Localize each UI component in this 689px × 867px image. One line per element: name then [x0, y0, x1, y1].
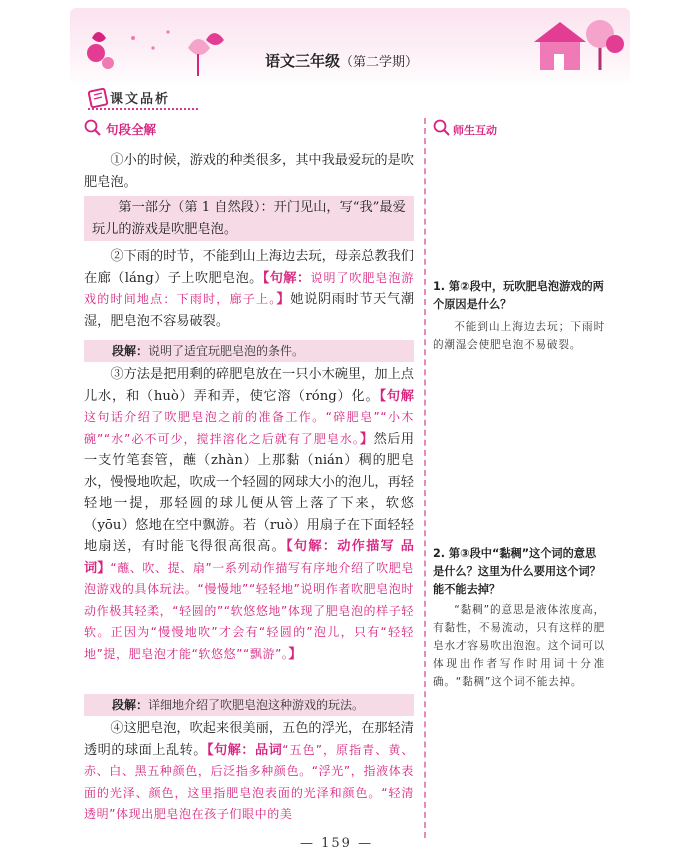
section-tag-label: 课文品析 [110, 92, 171, 107]
column-divider [424, 118, 426, 838]
sentence-note: 这句话介绍了吹肥皂泡之前的准备工作。“碎肥皂”“小木碗”“水”必不可少，搅拌溶化之后就有了肥皂水。 [84, 410, 414, 446]
paragraph-summary-label: 段解： [112, 344, 149, 358]
question-2: 2. 第③段中“黏稠”这个词的意思是什么？这里为什么要用这个词？能不能去掉？ [433, 547, 601, 596]
page-number: — 159 — [300, 836, 374, 851]
paragraph-summary-2 [84, 340, 414, 362]
sentence-note: “蘸、吹、提、扇”一系列动作描写有序地介绍了吹肥皂泡游戏的具体玩法。“慢慢地”“轻轻地”说明作者吹肥皂泡时动作极其轻柔，“轻圆的”“软悠悠地”体现了肥皂泡的样子轻软。正因为“慢慢地吹”才会有“轻圆的”泡儿，只有“轻轻地”提，肥皂泡才能“软悠悠”“飘游”。 [84, 560, 414, 661]
paragraph-3-text-b: 然后用一支竹笔套管，蘸（zhàn）上那黏（nián）稠的肥皂水，慢慢地吹起，吹成一个轻圆的网球大小的泡儿，再轻轻地一提，那轻圆的球儿便从管上落了下来，软悠（yōu）悠地在空中飘游。若（ruò）用扇子在下面轻轻地扇送，有时能飞得很高很高。 [84, 431, 415, 554]
sentence-note-head: 【句解 [379, 388, 414, 404]
paragraph-4-text-a: ④这肥皂泡，吹起来很美丽，五色的浮光，在那轻清透明的球面上乱转。 [84, 721, 414, 758]
sentence-note-tail: 】 [288, 646, 302, 662]
paragraph-summary-text: 说明了适宜玩肥皂泡的条件。 [148, 344, 305, 358]
section-tag-underline [88, 108, 198, 110]
paragraph-summary-label: 段解： [112, 698, 149, 712]
book-subtitle: （第二学期） [340, 55, 419, 70]
paragraph-summary-text: 详细地介绍了吹肥皂泡这种游戏的玩法。 [148, 698, 365, 712]
answer-1: 不能到山上海边去玩；下雨时的潮湿会使肥皂泡不易破裂。 [433, 321, 605, 351]
book-title: 语文三年级 [265, 52, 341, 70]
sentence-note: 说明了吹肥皂泡游戏的时间地点：下雨时，廊子上。 [84, 270, 414, 306]
sentence-note-head: 【句解：品词 [206, 742, 283, 758]
magnifier-icon [433, 119, 451, 137]
paragraph-4 [84, 718, 414, 828]
paragraph-2-text-b: 她说阴雨时节天气潮湿，肥皂泡不容易破裂。 [84, 292, 415, 329]
sentence-note-tail: 】 [359, 431, 374, 447]
answer-2: “黏稠”的意思是液体浓度高，有黏性，不易流动，只有这样的肥皂水才容易吹出泡泡。这个词可以体现出作者写作时用词十分准确。“黏稠”这个词不能去掉。 [433, 604, 605, 688]
sentence-note-head: 【句解： [262, 270, 311, 286]
house-tree-decoration [520, 10, 640, 80]
sentence-note-head: 【句解：动作描写 品词】 [84, 539, 414, 576]
sentence-note-tail: 】 [276, 292, 291, 307]
sidebar-title: 师生互动 [453, 124, 497, 137]
paragraph-summary-3 [84, 694, 414, 716]
summary-box-1: 第一部分（第 1 自然段）：开门见山，写“我”最爱玩儿的游戏是吹肥皂泡。 [84, 196, 414, 241]
question-1: 1. 第②段中，玩吹肥皂泡游戏的两个原因是什么？ [433, 280, 604, 311]
main-subhead: 句段全解 [106, 122, 157, 137]
paragraph-3 [84, 364, 414, 665]
paragraph-1: ①小的时候，游戏的种类很多，其中我最爱玩的是吹肥皂泡。 [84, 153, 414, 190]
magnifier-icon [84, 119, 102, 137]
paragraph-2 [84, 246, 414, 332]
header-title [265, 50, 418, 71]
sentence-note: “五色”，原指青、黄、赤、白、黑五种颜色，后泛指多种颜色。“浮光”，指液体表面的光泽、颜色，这里指肥皂泡表面的光泽和颜色。“轻清透明”体现出肥皂泡在孩子们眼中的美 [84, 742, 414, 821]
paragraph-3-text-a: ③方法是把用剩的碎肥皂放在一只小木碗里，加上点儿水，和（huò）弄和弄，使它溶（róng）化。 [84, 367, 414, 404]
paragraph-2-text-a: ②下雨的时节，不能到山上海边去玩，母亲总教我们在廊（láng）子上吹肥皂泡。 [84, 249, 414, 286]
flower-decoration [78, 18, 238, 78]
